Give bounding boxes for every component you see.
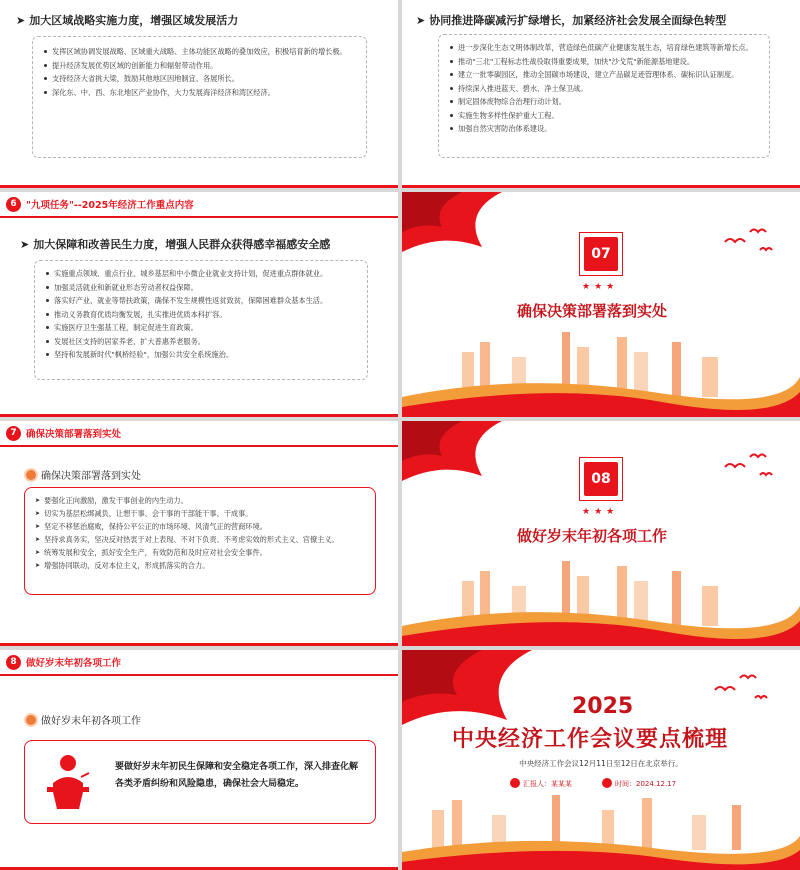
slide-6[interactable] (402, 421, 800, 646)
bullet-dot-icon (26, 470, 36, 480)
speaker-podium-icon (43, 753, 93, 811)
footer-bar (0, 185, 398, 188)
section-header (0, 650, 398, 676)
list-item: 实施重点领域、重点行业、城乡基层和中小微企业就业支持计划，促进重点群体就业。 (45, 267, 357, 281)
list-item: 推动"三北"工程标志性战役取得重要成果，加快"沙戈荒"新能源基地建设。 (449, 55, 759, 69)
birds-icon (710, 668, 780, 713)
reporter-info: 汇报人：某某某 (510, 778, 572, 789)
birds-icon (720, 447, 780, 487)
clock-icon (602, 778, 612, 788)
list-item: 落实好产业、就业等帮扶政策，确保不发生规模性返贫致贫，保障困难群众基本生活。 (45, 294, 357, 308)
section-number: 07 (584, 237, 618, 271)
list-item: 提升经济发展优势区域的创新能力和辐射带动作用。 (43, 59, 356, 73)
list-item: 深化东、中、西、东北地区产业协作，大力发展海洋经济和湾区经济。 (43, 86, 356, 100)
content-box (24, 487, 376, 595)
slide-4[interactable] (402, 192, 800, 417)
list-item: ➤ 增强协同联动，反对本位主义，形成抓落实的合力。 (35, 559, 365, 572)
list-item: 持续深入推进蓝天、碧水、净土保卫战。 (449, 82, 759, 96)
slide7-subtitle: 做好岁末年初各项工作 (26, 712, 141, 727)
section-header (0, 192, 398, 218)
list-item: ➤ 统筹发展和安全，抓好安全生产，有效防范和及时应对社会安全事件。 (35, 546, 365, 559)
section-number: 08 (584, 462, 618, 496)
year-title: 2025 (572, 694, 634, 719)
meeting-info: 中央经济工作会议12月11日至12日在北京举行。 (519, 759, 683, 768)
header-line (0, 216, 398, 218)
slide-5[interactable] (0, 421, 398, 646)
slide-8[interactable] (402, 650, 800, 870)
section-title: "九项任务"--2025年经济工作重点内容 (26, 200, 194, 211)
header-line (0, 674, 398, 676)
list-item: 推动义务教育优质均衡发展，扎实推进优质本科扩容。 (45, 308, 357, 322)
slide-1[interactable] (0, 0, 398, 188)
footer-bar (402, 185, 800, 188)
content-box (34, 260, 368, 380)
list-item: 建立一批零碳园区，推动全国碳市场建设，建立产品碳足迹管理体系、碳标识认证制度。 (449, 68, 759, 82)
content-box (24, 740, 376, 824)
list-item: 实施医疗卫生强基工程，制定促进生育政策。 (45, 321, 357, 335)
section-number: 7 (6, 426, 21, 441)
city-skyline-decoration (402, 790, 800, 870)
section-number: 6 (6, 197, 21, 212)
list-item: 实施生物多样性保护重大工程。 (449, 109, 759, 123)
list-item: ➤ 切实为基层松绑减负，让想干事、会干事的干部能干事、干成事。 (35, 507, 365, 520)
section-title: 做好岁末年初各项工作 (517, 527, 668, 545)
slide1-subtitle: ➤ 加大区域战略实施力度，增强区域发展活力 (16, 14, 239, 27)
content-text: 要做好岁末年初民生保障和安全稳定各项工作，深入排查化解各类矛盾纠纷和风险隐患，确保社会大局稳定。 (115, 762, 359, 789)
list-item: 制定固体废物综合治理行动计划。 (449, 95, 759, 109)
section-title: 确保决策部署落到实处 (26, 429, 122, 440)
footer-bar (0, 643, 398, 646)
slide-3[interactable] (0, 192, 398, 417)
section-title: 做好岁末年初各项工作 (26, 658, 122, 669)
section-header (0, 421, 398, 447)
section-title: 确保决策部署落到实处 (517, 302, 668, 320)
main-title: 中央经济工作会议要点梳理 (452, 727, 729, 752)
list-item: 坚持和发展新时代"枫桥经验"，加强公共安全系统施治。 (45, 348, 357, 362)
list-item: 发挥区域协调发展战略、区域重大战略、主体功能区战略的叠加效应，积极培育新的增长极。 (43, 45, 356, 59)
city-skyline-decoration (402, 551, 800, 646)
section-number: 8 (6, 655, 21, 670)
time-info: 时间：2024.12.17 (602, 778, 676, 789)
birds-icon (720, 222, 780, 262)
footer-bar (0, 414, 398, 417)
slide5-subtitle: 确保决策部署落到实处 (26, 467, 141, 482)
user-icon (510, 778, 520, 788)
city-skyline-decoration (402, 322, 800, 417)
list-item: 发展社区支持的居家养老，扩大普惠养老服务。 (45, 335, 357, 349)
slide-7[interactable] (0, 650, 398, 870)
list-item: 支持经济大省挑大梁，鼓励其他地区因地制宜、各展所长。 (43, 72, 356, 86)
content-box (438, 34, 770, 158)
content-box (32, 36, 367, 158)
list-item: 加强自然灾害防治体系建设。 (449, 122, 759, 136)
slide3-subtitle: ➤ 加大保障和改善民生力度，增强人民群众获得感幸福感安全感 (20, 238, 331, 251)
list-item: 进一步深化生态文明体制改革，营造绿色低碳产业健康发展生态，培育绿色建筑等新增长点。 (449, 41, 759, 55)
bullet-dot-icon (26, 715, 36, 725)
list-item: ➤ 要强化正向激励，激发干事创业的内生动力。 (35, 494, 365, 507)
slide-2[interactable] (402, 0, 800, 188)
slide2-subtitle: ➤ 协同推进降碳减污扩绿增长，加紧经济社会发展全面绿色转型 (416, 14, 727, 27)
list-item: 加强灵活就业和新就业形态劳动者权益保障。 (45, 281, 357, 295)
stars-icon: ★★★ (582, 507, 619, 517)
header-line (0, 445, 398, 447)
list-item: ➤ 坚持求真务实，坚决反对热衷于对上表现、不对下负责、不考虑实效的形式主义、官僚主义。 (35, 533, 365, 546)
stars-icon: ★★★ (582, 282, 619, 292)
list-item: ➤ 坚定不移惩治腐败，保持公平公正的市场环境、风清气正的营商环境。 (35, 520, 365, 533)
